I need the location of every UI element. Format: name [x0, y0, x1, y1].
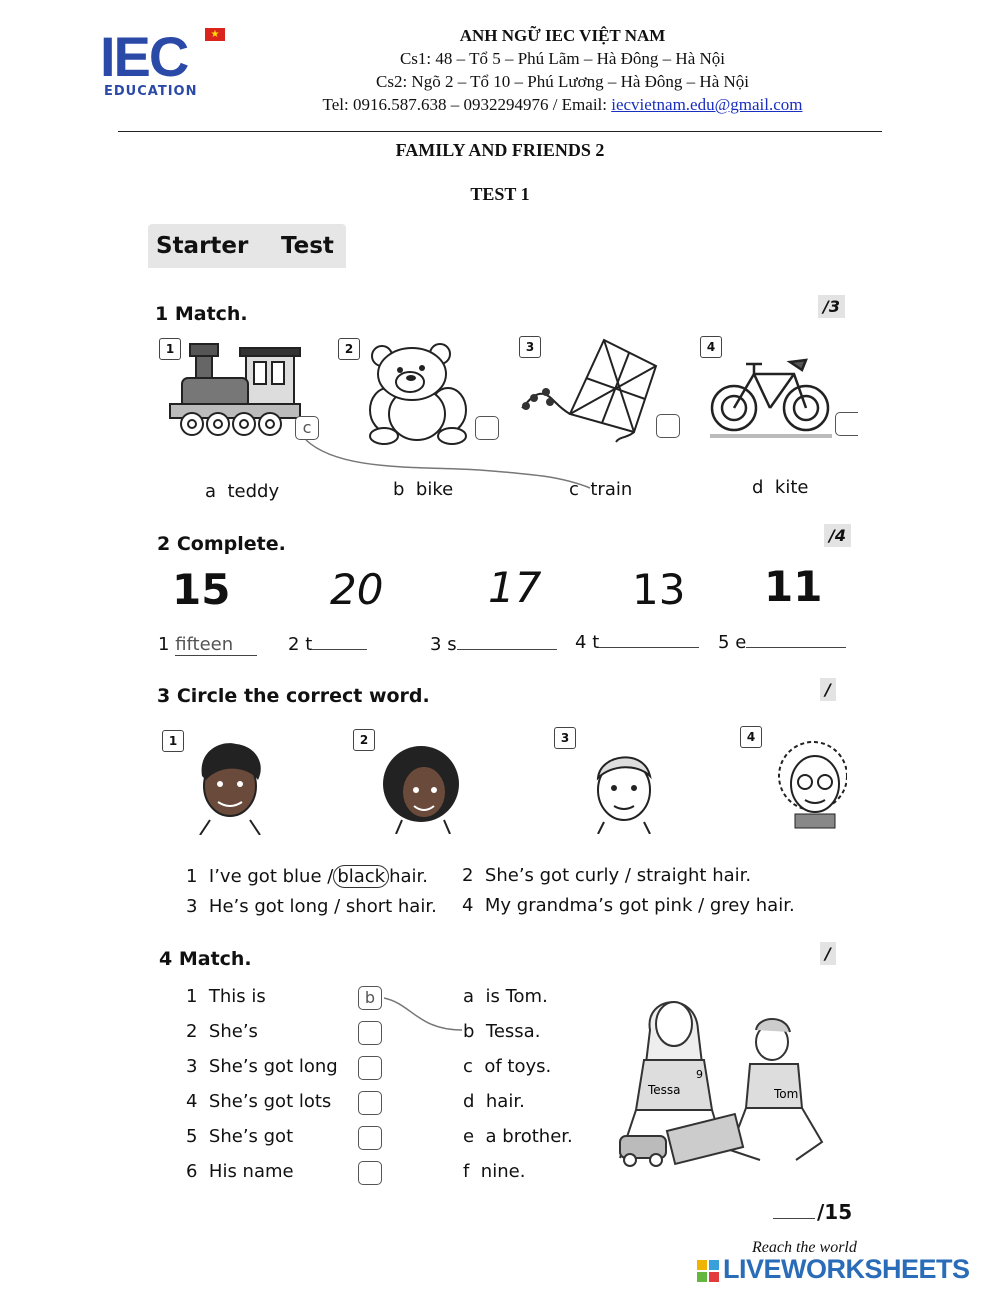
face-number-4: 4: [740, 726, 762, 748]
match4-answer-box-2[interactable]: [358, 1021, 382, 1045]
email-link[interactable]: iecvietnam.edu@gmail.com: [611, 95, 803, 114]
boy-dark-hair-face-icon: [192, 740, 272, 835]
face-number-1: 1: [162, 730, 184, 752]
tab-starter-label: Starter: [156, 233, 249, 259]
match4-left-5: 5 She’s got: [186, 1126, 294, 1147]
liveworksheets-logo-icon: [697, 1260, 719, 1282]
number-13: 13: [632, 565, 686, 614]
section1-heading: 1 Match.: [155, 303, 248, 325]
test-title: TEST 1: [470, 184, 530, 204]
match4-answer-box-5[interactable]: [358, 1126, 382, 1150]
campus1-address: Cs1: 48 – Tổ 5 – Phú Lãm – Hà Đông – Hà Nội: [399, 49, 726, 68]
total-score-blank[interactable]: [773, 1218, 815, 1219]
teddy-icon: [362, 340, 472, 445]
iec-logo: [100, 25, 235, 102]
section3-score: /: [820, 678, 836, 701]
number-20: 20: [330, 565, 384, 614]
footer-tagline: Reach the world: [752, 1239, 857, 1256]
number-17: 17: [488, 563, 542, 612]
match4-connecting-line: [382, 994, 466, 1034]
girl-curly-hair-face-icon: [378, 744, 464, 834]
logo-text: IEC: [100, 25, 188, 88]
match4-right-b: b Tessa.: [463, 1021, 541, 1042]
section3-heading: 3 Circle the correct word.: [157, 685, 430, 707]
picture-number-2: 2: [338, 338, 360, 360]
train-icon: [168, 340, 308, 445]
complete-input-5[interactable]: [746, 647, 846, 648]
complete-item-3: 3 s: [430, 634, 557, 655]
complete-input-4[interactable]: [599, 647, 699, 648]
face-number-3: 3: [554, 727, 576, 749]
match4-right-a: a is Tom.: [463, 986, 548, 1007]
complete-item-2: 2 t: [288, 634, 367, 655]
footer-brand: LIVEWORKSHEETS: [723, 1254, 970, 1284]
match1-answer-box-4[interactable]: [835, 412, 858, 436]
complete-item-5: 5 e: [718, 632, 846, 653]
option-b: b bike: [393, 479, 454, 500]
total-score: /15: [817, 1200, 853, 1224]
match4-answer-box-4[interactable]: [358, 1091, 382, 1115]
match4-right-c: c of toys.: [463, 1056, 552, 1077]
circled-answer[interactable]: black: [333, 865, 389, 888]
match4-right-f: f nine.: [463, 1161, 526, 1182]
option-a: a teddy: [205, 481, 280, 502]
match4-left-4: 4 She’s got lots: [186, 1091, 332, 1112]
kite-icon: [516, 336, 666, 446]
section4-score: /: [820, 942, 836, 965]
match4-left-2: 2 She’s: [186, 1021, 258, 1042]
complete-item-4: 4 t: [575, 632, 699, 653]
match1-answer-box-3[interactable]: [656, 414, 680, 438]
sentence-3: 3 He’s got long / short hair.: [186, 896, 437, 917]
number-15: 15: [172, 565, 231, 614]
complete-input-3[interactable]: [457, 649, 557, 650]
campus2-address: Cs2: Ngõ 2 – Tổ 10 – Phú Lương – Hà Đông – Hà Nội: [376, 72, 749, 91]
shirt-tessa-label: Tessa: [648, 1083, 681, 1097]
org-name: ANH NGỮ IEC VIỆT NAM: [459, 26, 666, 45]
face-number-2: 2: [353, 729, 375, 751]
contact-prefix: Tel: 0916.587.638 – 0932294976 / Email:: [322, 95, 612, 114]
complete-input-1[interactable]: fifteen: [175, 634, 257, 656]
section4-heading: 4 Match.: [159, 948, 252, 970]
tessa-and-tom-illustration: [600, 990, 850, 1175]
logo-subtext: EDUCATION: [104, 84, 198, 99]
header-divider: [118, 131, 882, 132]
match4-right-d: d hair.: [463, 1091, 525, 1112]
vietnam-flag-icon: ★: [205, 28, 225, 41]
shirt-tom-label: Tom: [774, 1087, 799, 1101]
option-c: c train: [569, 479, 633, 500]
picture-number-3: 3: [519, 336, 541, 358]
section2-heading: 2 Complete.: [157, 533, 286, 555]
match1-answer-box-1[interactable]: c: [295, 416, 319, 440]
match4-answer-box-6[interactable]: [358, 1161, 382, 1185]
shirt-number-label: 9: [696, 1068, 703, 1081]
complete-item-1: 1 fifteen: [158, 634, 257, 656]
number-11: 11: [764, 562, 823, 611]
tab-test-label: Test: [281, 233, 334, 259]
boy-short-hair-face-icon: [588, 746, 660, 834]
option-d: d kite: [752, 477, 809, 498]
picture-number-4: 4: [700, 336, 722, 358]
complete-input-2[interactable]: [312, 649, 367, 650]
match4-left-3: 3 She’s got long: [186, 1056, 338, 1077]
picture-number-1: 1: [159, 338, 181, 360]
bike-icon: [710, 356, 832, 438]
sentence-4: 4 My grandma’s got pink / grey hair.: [462, 895, 795, 916]
match4-answer-box-1[interactable]: b: [358, 986, 382, 1010]
section2-score: /4: [824, 524, 851, 547]
match4-left-6: 6 His name: [186, 1161, 294, 1182]
match4-right-e: e a brother.: [463, 1126, 573, 1147]
contact-line: [280, 93, 845, 116]
starter-test-tab: [148, 224, 346, 268]
sentence-1: 1 I’ve got blue / black hair.: [186, 866, 429, 887]
sentence-2: 2 She’s got curly / straight hair.: [462, 865, 752, 886]
grandma-face-icon: [775, 736, 847, 832]
match4-left-1: 1 This is: [186, 986, 266, 1007]
section1-score: /3: [818, 295, 845, 318]
match4-answer-box-3[interactable]: [358, 1056, 382, 1080]
book-title: FAMILY AND FRIENDS 2: [395, 140, 605, 160]
